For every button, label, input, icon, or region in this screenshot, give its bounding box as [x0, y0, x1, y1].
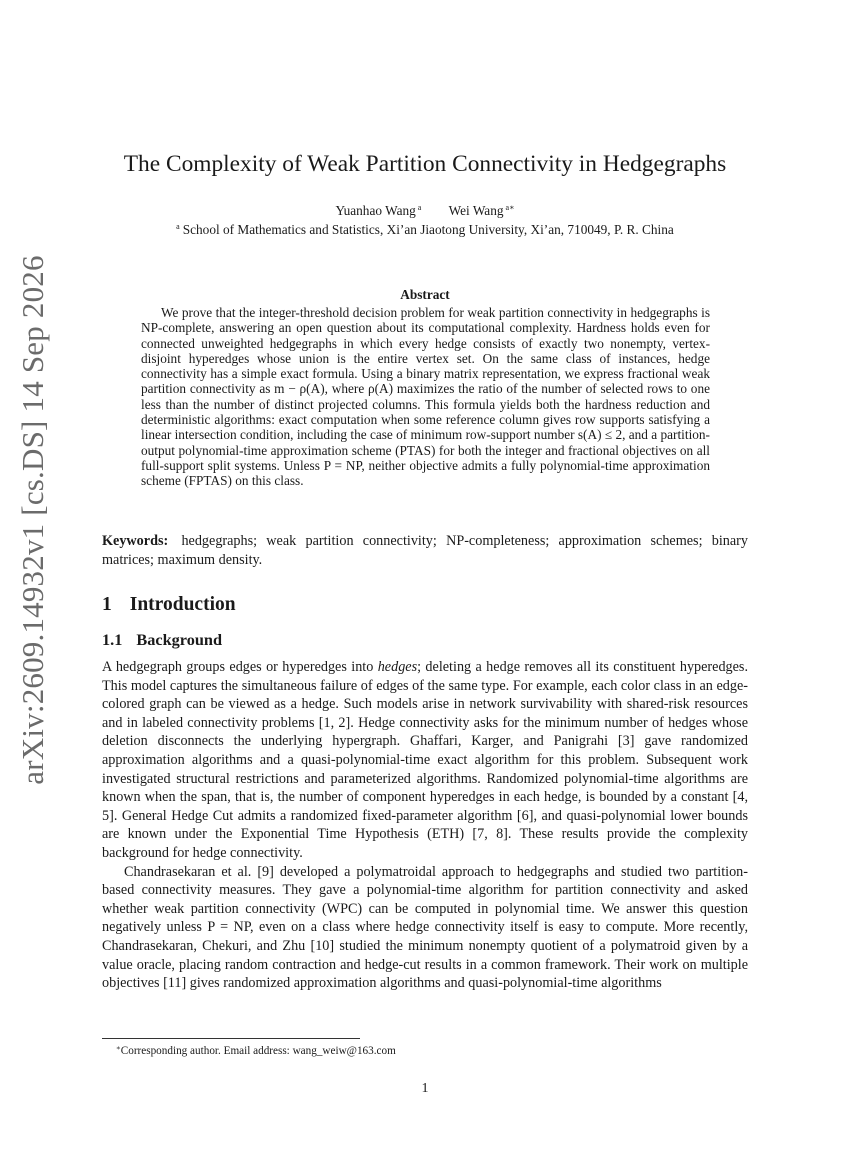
subsection-title: Background — [136, 630, 223, 649]
author-name: Wei Wang — [448, 203, 504, 218]
arxiv-identifier: arXiv:2609.14932v1 [cs.DS] 14 Sep 2026 — [15, 255, 50, 785]
footnote — [102, 1041, 396, 1058]
author-2 — [449, 199, 515, 220]
paper-title: The Complexity of Weak Partition Connectivity in Hedgegraphs — [123, 151, 727, 177]
section-heading — [102, 593, 236, 617]
subsection-number: 1.1 — [102, 630, 123, 649]
author-affiliation-mark: a∗ — [505, 203, 515, 212]
author-1 — [335, 199, 421, 220]
author-name: Yuanhao Wang — [335, 203, 416, 218]
paragraph — [102, 658, 748, 863]
keywords-text: hedgegraphs; weak partition connectivity; NP-completeness; approximation schemes; binary matrices; maximum density. — [102, 533, 748, 568]
affiliation-text: School of Mathematics and Statistics, Xi’an Jiaotong University, Xi’an, 710049, P. R. China — [182, 222, 674, 237]
paragraph-text: Chandrasekaran et al. [9] developed a polymatroidal approach to hedgegraphs and studied two partition-based connectivity measures. They gave a polynomial-time algorithm for partition connectivity and asked whether weak partition connectivity (WPC) can be computed in polynomial time. We answer this question negatively unless P = NP, even on a class where hedge connectivity itself is easy to compute. More recently, Chandrasekaran, Chekuri, and Zhu [10] studied the minimum nonempty quotient of a polymatroid given by a value oracle, placing random contraction and hedge-cut results in a common framework. Their work on multiple objectives [11] gives randomized approximation algorithms and quasi-polynomial-time algorithms — [102, 863, 748, 992]
author-list — [0, 199, 850, 220]
affiliation — [0, 218, 850, 239]
paragraph-text: A hedgegraph groups edges or hyperedges into — [102, 659, 378, 675]
body-text — [102, 658, 748, 993]
footnote-divider — [102, 1038, 360, 1039]
abstract-heading: Abstract — [400, 287, 450, 302]
abstract-body: We prove that the integer-threshold decision problem for weak partition connectivity in hedgegraphs is NP-complete, answering an open question about its computational complexity. Hardness holds even for connected unweighted hedgegraphs in which every hedge consists of exactly two nonempty, vertex-disjoint hyperedges whose union is the entire vertex set. On the same class of instances, hedge connectivity has a simple exact formula. Using a binary matrix representation, we express fractional weak partition connectivity as m − ρ(A), where ρ(A) maximizes the ratio of the number of selected rows to one less than the number of distinct projected columns. This formula yields both the hardness reduction and deterministic algorithms: exact computation when some reference column gives row supports satisfying a linear intersection condition, including the case of minimum row-support number s(A) ≤ 2, and a partition-output polynomial-time approximation scheme (PTAS) for both the integer and fractional objectives on all full-support split systems. Unless P = NP, neither objective admits a fully polynomial-time approximation scheme (FPTAS) on this class. — [141, 305, 710, 489]
footnote-mark: ∗ — [116, 1044, 121, 1052]
author-affiliation-mark: a — [417, 203, 422, 212]
page-number: 1 — [421, 1081, 429, 1096]
section-number: 1 — [102, 594, 112, 615]
keywords — [102, 532, 748, 569]
section-title: Introduction — [129, 594, 236, 615]
paragraph-text: ; deleting a hedge removes all its constituent hyperedges. This model captures the simultaneous failure of edges of the same type. For example, each color class in an edge-colored graph can be viewed as a hedge. Such models arise in network survivability with shared-risk resources and in labeled connectivity problems [1, 2]. Hedge connectivity asks for the minimum number of hedges whose deletion disconnects the underlying hypergraph. Ghaffari, Karger, and Panigrahi [3] gave randomized approximation algorithms and a quasi-polynomial-time exact algorithm for this problem. Subsequent work investigated structural restrictions and parameterized algorithms. Randomized polynomial-time algorithms are known when the span, that is, the number of component hyperedges in each hedge, is bounded by a constant [4, 5]. General Hedge Cut admits a randomized fixed-parameter algorithm [6], and quasi-polynomial lower bounds are known under the Exponential Time Hypothesis (ETH) [7, 8]. These results provide the complexity background for hedge connectivity. — [102, 659, 748, 861]
keywords-label: Keywords: — [102, 533, 169, 549]
affiliation-mark: a — [176, 222, 180, 231]
paragraph-emphasis: hedges — [377, 659, 418, 675]
paragraph — [102, 863, 748, 993]
subsection-heading — [102, 630, 222, 650]
footnote-text: Corresponding author. Email address: wang_weiw@163.com — [120, 1045, 396, 1057]
